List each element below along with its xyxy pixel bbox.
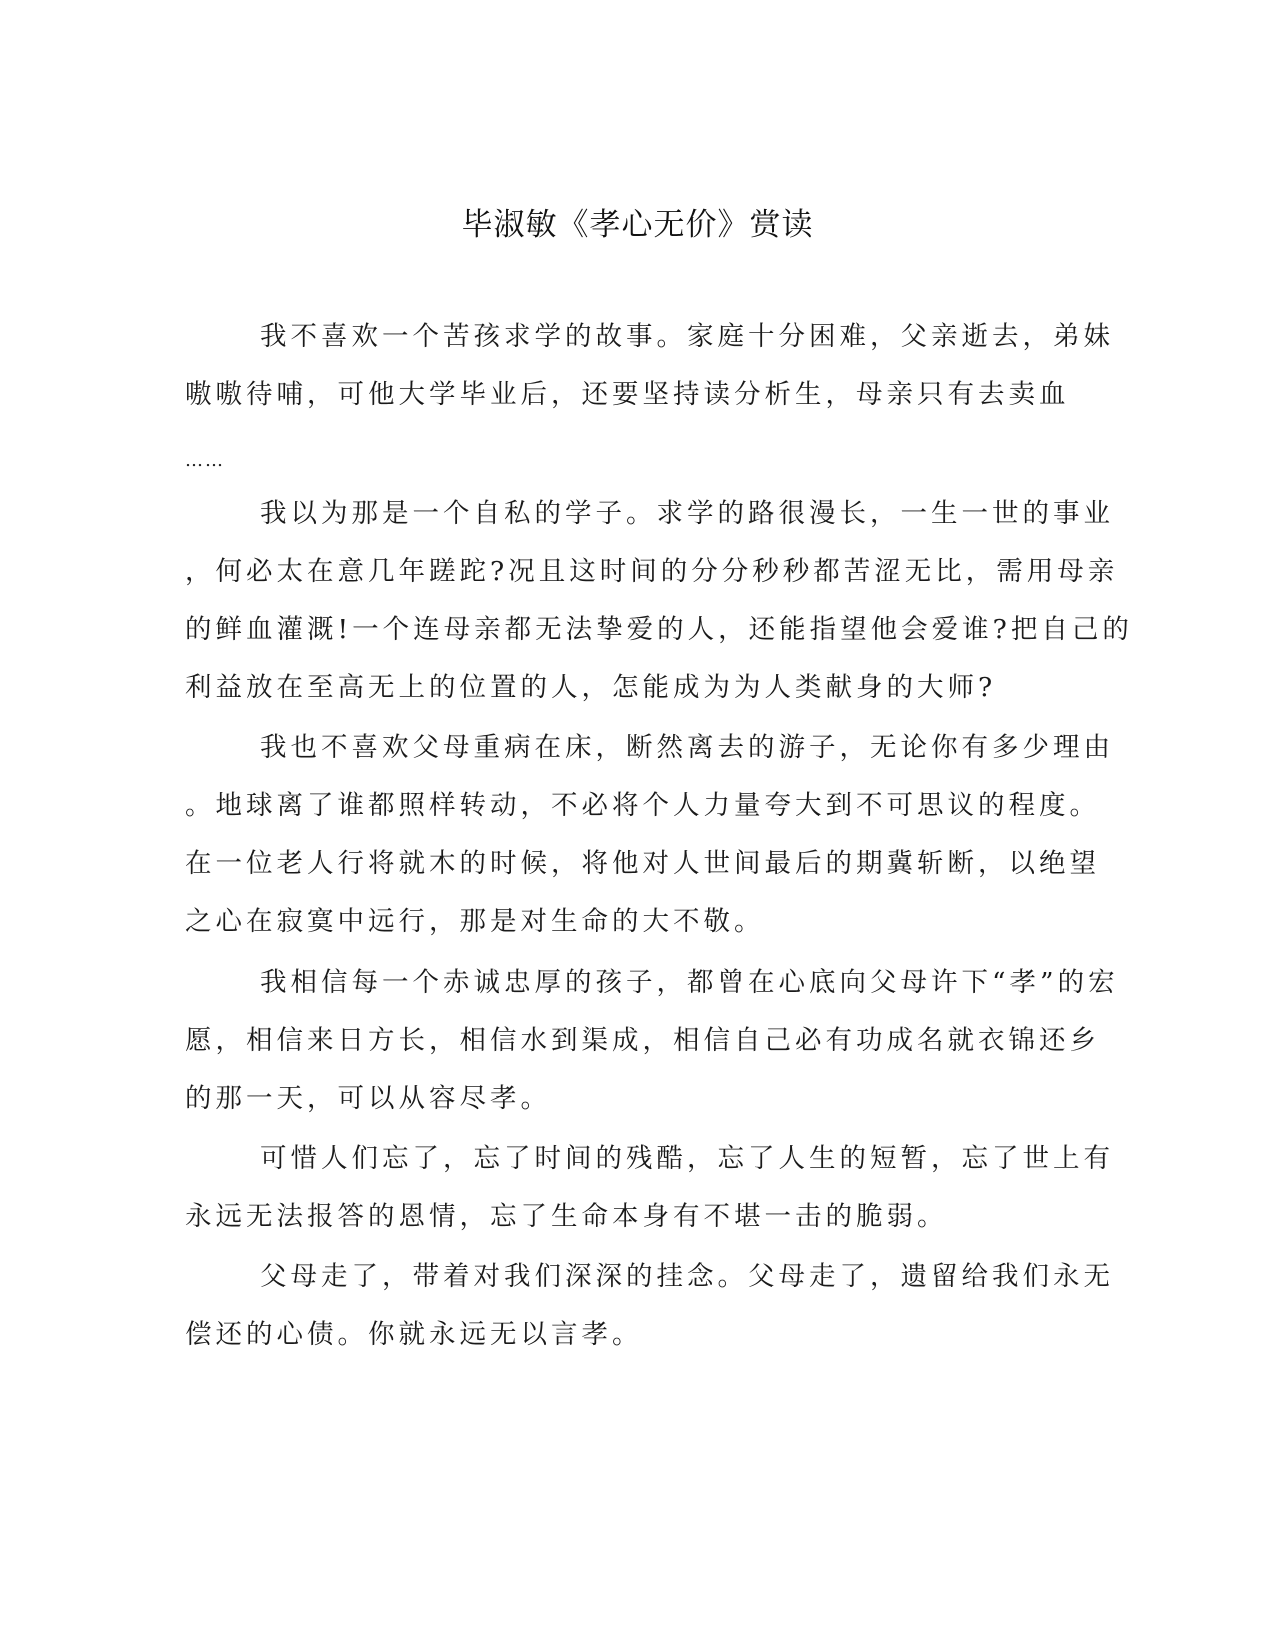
paragraph-3-line-4: 之心在寂寞中远行，那是对生命的大不敬。 [185, 906, 765, 937]
paragraph-2-line-3: 的鲜血灌溉!一个连母亲都无法挚爱的人，还能指望他会爱谁?把自己的 [185, 614, 1133, 645]
paragraph-3-line-1: 我也不喜欢父母重病在床，断然离去的游子，无论你有多少理由 [260, 732, 1114, 763]
paragraph-3-line-3: 在一位老人行将就木的时候，将他对人世间最后的期冀斩断，以绝望 [185, 848, 1100, 879]
paragraph-5-line-2: 永远无法报答的恩情，忘了生命本身有不堪一击的脆弱。 [185, 1201, 948, 1232]
paragraph-5-line-1: 可惜人们忘了，忘了时间的残酷，忘了人生的短暂，忘了世上有 [260, 1143, 1114, 1174]
paragraph-2-line-4: 利益放在至高无上的位置的人，怎能成为为人类献身的大师? [185, 672, 997, 703]
paragraph-1-line-3: …… [185, 450, 225, 471]
paragraph-2-line-1: 我以为那是一个自私的学子。求学的路很漫长，一生一世的事业 [260, 498, 1114, 529]
paragraph-4-line-1: 我相信每一个赤诚忠厚的孩子，都曾在心底向父母许下“孝”的宏 [260, 967, 1119, 998]
paragraph-4-line-3: 的那一天，可以从容尽孝。 [185, 1083, 551, 1114]
paragraph-2-line-2: ，何必太在意几年蹉跎?况且这时间的分分秒秒都苦涩无比，需用母亲 [185, 556, 1119, 587]
paragraph-6-line-1: 父母走了，带着对我们深深的挂念。父母走了，遗留给我们永无 [260, 1261, 1114, 1292]
paragraph-1-line-1: 我不喜欢一个苦孩求学的故事。家庭十分困难，父亲逝去，弟妹 [260, 321, 1114, 352]
paragraph-4-line-2: 愿，相信来日方长，相信水到渠成，相信自己必有功成名就衣锦还乡 [185, 1025, 1100, 1056]
paragraph-3-line-2: 。地球离了谁都照样转动，不必将个人力量夸大到不可思议的程度。 [185, 790, 1100, 821]
paragraph-1-line-2: 嗷嗷待哺，可他大学毕业后，还要坚持读分析生，母亲只有去卖血 [185, 379, 1070, 410]
page-title: 毕淑敏《孝心无价》赏读 [461, 207, 814, 243]
paragraph-6-line-2: 偿还的心债。你就永远无以言孝。 [185, 1319, 643, 1350]
